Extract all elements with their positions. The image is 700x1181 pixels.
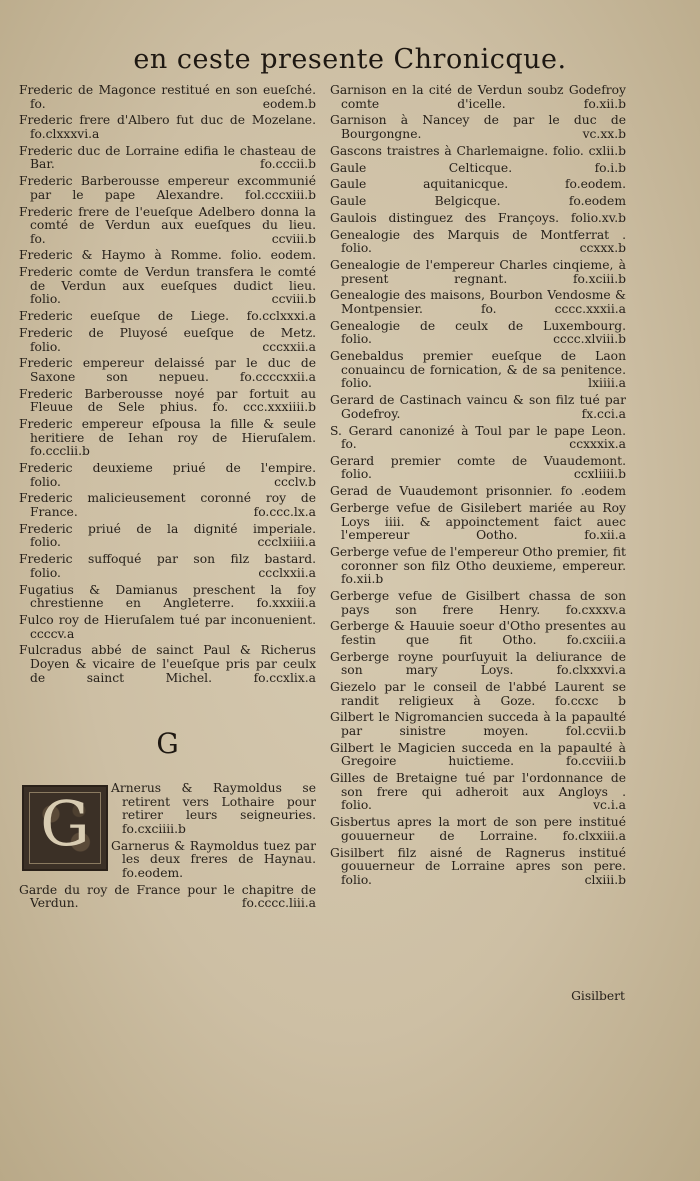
index-entry [19, 114, 316, 141]
entry-text: Gascons traistres à Charlemaigne. [330, 143, 549, 158]
index-entry [330, 145, 626, 159]
index-entry [330, 816, 626, 843]
entry-text: Genealogie de l'empereur Charles cinqieme, à present regnant. [330, 258, 626, 286]
folio-reference: fo.clxxiii.a [562, 828, 626, 843]
index-entry [19, 388, 316, 415]
index-entry [330, 711, 626, 738]
folio-reference: fo.xii.a [584, 528, 626, 543]
folio-reference: fo. eodem.b [30, 96, 316, 111]
entry-text: Garnison en la cité de Verdun soubz Godefroy comte d'icelle. [330, 83, 626, 111]
folio-reference: folio. ccxliiii.b [341, 467, 626, 482]
entry-text: Gerard premier comte de Vuaudemont. [330, 453, 626, 468]
index-entry [19, 523, 316, 550]
entry-text: Frederic de Pluyosé eueſque de Metz. [19, 326, 316, 340]
folio-reference: folio. clxiii.b [341, 872, 626, 887]
entry-text: Frederic Barberousse noyé par fortuit au Fleuue de Sele phius. [19, 386, 316, 415]
index-entry [111, 840, 316, 881]
entry-text: Garnerus & Raymoldus tuez par les deux freres de Haynau. [111, 838, 316, 867]
index-entry [19, 614, 316, 641]
index-entry [19, 206, 316, 247]
folio-reference: folio. ccclxiiii.a [30, 535, 316, 550]
entry-text: Frederic frere d'Albero fut duc de Mozelane. [19, 113, 316, 128]
g-section [19, 782, 316, 880]
folio-reference: fo.eodem [568, 194, 626, 209]
folio-reference: folio. ccxxx.b [341, 241, 626, 256]
index-entry [111, 782, 316, 836]
folio-reference: fo.xxxiii.a [256, 596, 316, 611]
entry-text: Gerberge vefue de Gisilbert chassa de son pays son frere Henry. [330, 588, 626, 617]
entry-text: Gerad de Vuaudemont prisonnier. [330, 484, 553, 499]
index-entry [330, 425, 626, 452]
index-entry [19, 310, 316, 324]
folio-reference: fo.ccxlix.a [253, 670, 316, 685]
folio-reference: fo.xii.b [341, 572, 384, 587]
folio-reference: fo.ccxc b [555, 693, 626, 708]
index-entry [330, 195, 626, 209]
entry-text: Frederic comte de Verdun transfera le comté de Verdun aux eueſques dudict lieu. [19, 265, 316, 293]
entry-text: Gerberge vefue de Gisilebert mariée au Roy Loys iiii. & appoinctement faict auec l'empereur Ootho. [330, 501, 626, 543]
entry-text: Gilbert le Magicien succeda en la papaulté à Gregoire huictieme. [330, 740, 626, 769]
folio-reference: folio. vc.i.a [341, 798, 626, 813]
page-title: en ceste presente Chronicque. [133, 44, 567, 75]
entries-g-after [19, 884, 316, 911]
folio-reference: fo. ccc.xxxiiii.b [212, 400, 316, 415]
entry-text: Gilbert le Nigromancien succeda à la papaulté par sinistre moyen. [330, 710, 626, 739]
folio-reference: folio. eodem. [230, 248, 316, 263]
entry-text: Giezelo par le conseil de l'abbé Laurent se randit religieux à Goze. [330, 680, 626, 708]
entry-text: Gisbertus apres la mort de son pere institué gouuerneur de Lorraine. [330, 815, 626, 843]
folio-reference: folio. cccc.xlviii.b [341, 332, 626, 347]
entry-text: Frederic malicieusement coronné roy de France. [19, 491, 316, 520]
folio-reference: fo.cccc.liii.a [241, 896, 316, 911]
entry-text: Genebaldus premier eueſque de Laon conuaincu de fornication, & de sa penitence. [330, 349, 626, 377]
entry-text: Frederic frere de l'eueſque Adelbero donna la comté de Verdun aux eueſques du lieu. [19, 204, 316, 233]
folio-reference: folio.xv.b [570, 210, 626, 225]
folio-reference: fo .eodem [560, 484, 626, 499]
index-entry [19, 884, 316, 911]
index-column-right [330, 84, 626, 891]
index-entry [330, 681, 626, 708]
index-entry [19, 175, 316, 202]
folio-reference: fo.ccviii.b [566, 754, 626, 769]
entry-text: Gaule Celticque. [330, 160, 513, 175]
index-entry [330, 485, 626, 499]
entry-text: Frederic duc de Lorraine edifia le chasteau de Bar. [19, 143, 316, 172]
entry-text: Fulcradus abbé de sainct Paul & Richerus Doyen & vicaire de l'eueſque pris par ceulx de sainct Michel. [19, 643, 316, 685]
entry-text: Frederic & Haymo à Romme. [19, 248, 222, 263]
folio-reference: fo.xciii.b [572, 271, 626, 286]
entry-text: Gerberge vefue de l'empereur Otho premier, fit coronner son filz Otho deuxieme, empereur. [330, 545, 626, 573]
entry-text: Gerard de Castinach vaincu & son filz tué par Godefroy. [330, 393, 626, 421]
folio-reference: fo.cclxxxi.a [246, 309, 316, 324]
index-entry [19, 84, 316, 111]
entry-text: S. Gerard canonizé à Toul par le pape Leon. [330, 423, 626, 438]
folio-reference: folio. cxlii.b [552, 143, 626, 158]
folio-reference: ccccv.a [30, 626, 75, 641]
index-entry [330, 394, 626, 421]
initial-letter: G [40, 787, 90, 861]
index-entry [330, 229, 626, 256]
index-entry [330, 502, 626, 543]
catchword: Gisilbert [571, 989, 625, 1003]
entry-text: Gaule Belgicque. [330, 194, 501, 209]
folio-reference: folio. ccclxxii.a [30, 565, 316, 580]
decorated-initial [22, 785, 108, 871]
folio-reference: folio. lxiiii.a [341, 376, 626, 391]
folio-reference: fo.cxciiii.b [122, 821, 186, 836]
index-entry [19, 357, 316, 384]
index-entry [19, 584, 316, 611]
entries-f [19, 84, 316, 685]
folio-reference: fo.ccclii.b [30, 444, 90, 459]
entry-text: Gerberge & Hauuie soeur d'Otho presentes au festin que fit Otho. [330, 619, 626, 647]
entry-text: Frederic suffoqué par son filz bastard. [19, 552, 316, 567]
entry-text: Gilles de Bretaigne tué par l'ordonnance de son frere qui adheroit aux Angloys . [330, 771, 626, 799]
entry-text: Fulco roy de Hieruſalem tué par inconuenient. [19, 612, 316, 627]
index-entry [330, 84, 626, 111]
index-entry [330, 350, 626, 391]
entry-text: Gaule aquitanicque. [330, 177, 509, 192]
entry-text: Fugatius & Damianus preschent la foy chrestienne en Angleterre. [19, 582, 316, 611]
index-entry [330, 742, 626, 769]
entry-text: Frederic empereur eſpousa la fille & seule heritiere de Iehan roy de Hieruſalem. [19, 417, 316, 445]
entry-text: Garde du roy de France pour le chapitre de Verdun. [19, 882, 316, 911]
index-entry [19, 266, 316, 307]
index-entry [330, 259, 626, 286]
index-entry [19, 553, 316, 580]
folio-reference: folio. ccviii.b [30, 292, 316, 307]
index-entry [330, 178, 626, 192]
index-entry [330, 455, 626, 482]
entry-text: Frederic deuxieme priué de l'empire. [19, 461, 316, 476]
entry-text: Genealogie de ceulx de Luxembourg. [330, 318, 626, 333]
index-entry [330, 212, 626, 226]
index-entry [330, 590, 626, 617]
entry-text: Genealogie des Marquis de Montferrat . [330, 227, 626, 242]
folio-reference: fo.cxxxv.a [565, 602, 626, 617]
entries-right [330, 84, 626, 887]
folio-reference: fo. ccxxxix.a [341, 437, 626, 452]
index-entry [19, 145, 316, 172]
folio-reference: fo.cxciii.a [566, 632, 626, 647]
index-entry [330, 162, 626, 176]
folio-reference: fo.ccc.lx.a [253, 505, 316, 520]
folio-reference: fo.xii.b [583, 96, 626, 111]
folio-reference: fol.ccvii.b [565, 724, 626, 739]
index-entry [19, 249, 316, 263]
entry-text: Genealogie des maisons, Bourbon Vendosme & Montpensier. [330, 288, 626, 316]
folio-reference: fo.clxxxvi.a [556, 663, 626, 678]
folio-reference: fo.clxxxvi.a [30, 126, 100, 141]
folio-reference: fo.eodem. [564, 177, 626, 192]
folio-reference: vc.xx.b [582, 126, 626, 141]
folio-reference: fo.i.b [594, 160, 626, 175]
index-entry [330, 772, 626, 813]
entry-text: Gisilbert filz aisné de Ragnerus institué gouuerneur de Lorraine apres son pere. [330, 845, 626, 874]
folio-reference: fx.cci.a [581, 406, 626, 421]
folio-reference: fo.ccccxxii.a [239, 369, 316, 384]
index-entry [330, 620, 626, 647]
entry-text: Frederic eueſque de Liege. [19, 309, 230, 324]
index-entry [19, 462, 316, 489]
index-entry [330, 320, 626, 347]
section-letter: G [156, 727, 179, 761]
entry-text: Gaulois distinguez des Françoys. [330, 210, 560, 225]
index-entry [330, 847, 626, 888]
entry-text: Gerberge royne pourſuyuit la deliurance de son mary Loys. [330, 649, 626, 678]
folio-reference: fo. cccc.xxxii.a [480, 302, 626, 316]
index-entry [19, 418, 316, 459]
index-entry [330, 546, 626, 587]
index-entry [19, 492, 316, 519]
entry-text: Frederic Barberousse empereur excommunié par le pape Alexandre. [19, 174, 316, 202]
index-entry [19, 327, 316, 354]
entry-text: Frederic priué de la dignité imperiale. [19, 521, 316, 536]
index-entry [19, 644, 316, 685]
index-column-left [19, 84, 316, 914]
entry-text: Arnerus & Raymoldus se retirent vers Lothaire pour retirer leurs seigneuries. [111, 781, 316, 823]
folio-reference: folio. cccxxii.a [30, 339, 316, 354]
index-entry [330, 289, 626, 316]
index-entry [330, 114, 626, 141]
folio-reference: folio. ccclv.b [30, 474, 316, 489]
entry-text: Frederic empereur delaissé par le duc de Saxone son nepueu. [19, 356, 316, 384]
folio-reference: fol.cccxiii.b [245, 187, 316, 202]
folio-reference: fo. ccviii.b [30, 231, 316, 246]
index-entry [330, 651, 626, 678]
folio-reference: fo.cccii.b [260, 157, 316, 172]
folio-reference: fo.eodem. [122, 865, 184, 880]
entry-text: Garnison à Nancey de par le duc de Bourgongne. [330, 113, 626, 141]
entry-text: Frederic de Magonce restitué en son eueſché. [19, 83, 316, 97]
